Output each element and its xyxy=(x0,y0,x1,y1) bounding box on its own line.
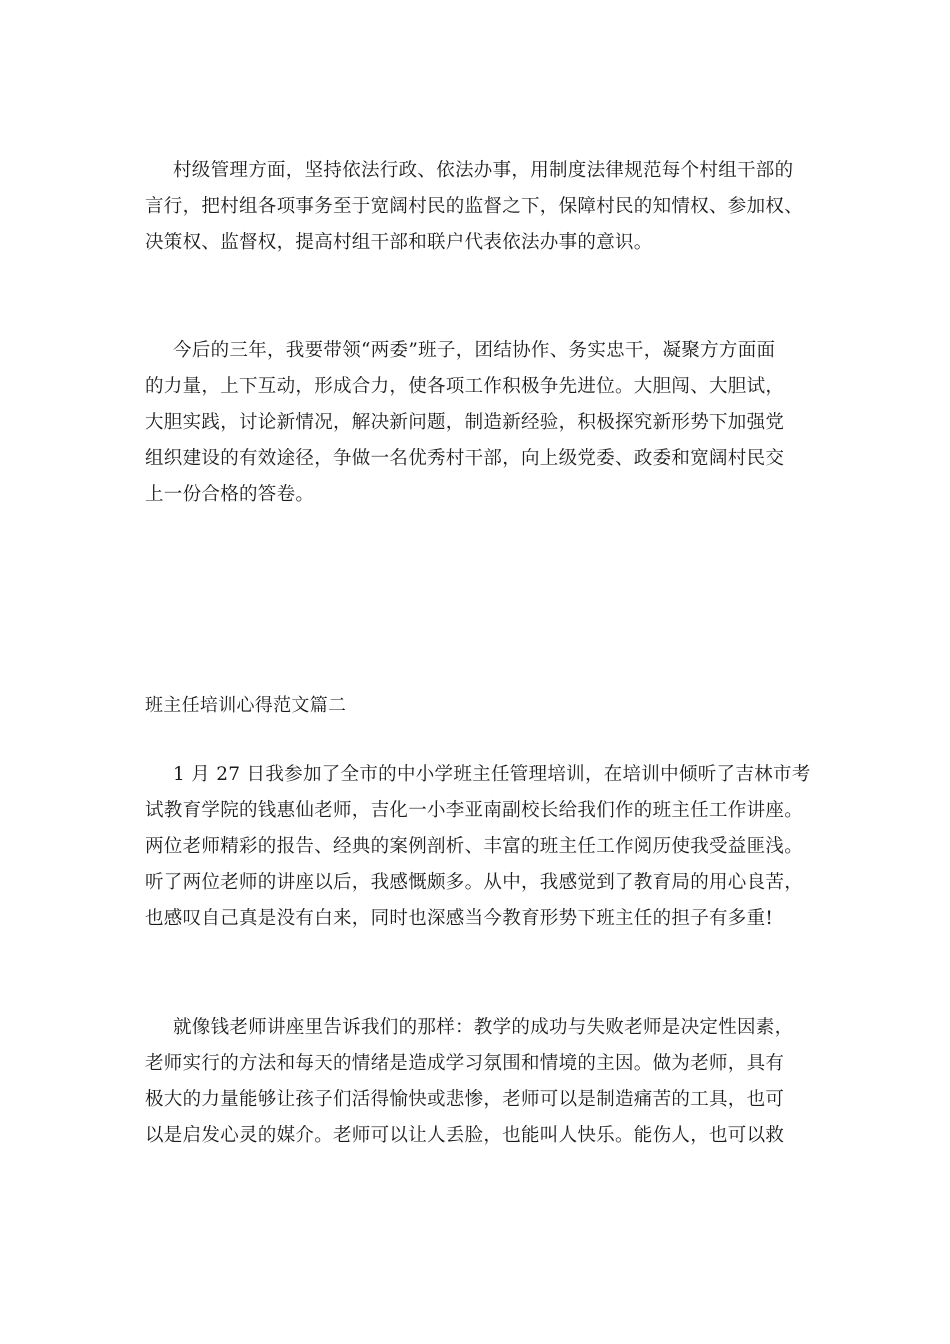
paragraph-line: 1 月 27 日我参加了全市的中小学班主任管理培训，在培训中倾听了吉林市考 xyxy=(173,764,811,785)
paragraph-line: 极大的力量能够让孩子们活得愉快或悲惨，老师可以是制造痛苦的工具，也可 xyxy=(145,1089,785,1110)
paragraph-village-management xyxy=(145,153,805,261)
paragraph-line: 上一份合格的答卷。 xyxy=(145,484,315,505)
paragraph-teacher-influence xyxy=(145,1010,805,1154)
paragraph-line: 两位老师精彩的报告、经典的案例剖析、丰富的班主任工作阅历使我受益匪浅。 xyxy=(145,836,804,857)
paragraph-next-three-years xyxy=(145,333,805,513)
paragraph-line: 的力量，上下互动，形成合力，使各项工作积极争先进位。大胆闯、大胆试， xyxy=(145,376,785,397)
paragraph-line: 以是启发心灵的媒介。老师可以让人丢脸，也能叫人快乐。能伤人，也可以救 xyxy=(145,1125,785,1146)
paragraph-line: 大胆实践，讨论新情况，解决新问题，制造新经验，积极探究新形势下加强党 xyxy=(145,412,785,433)
paragraph-line: 言行，把村组各项事务至于宽阔村民的监督之下，保障村民的知情权、参加权、 xyxy=(145,196,804,217)
paragraph-line: 今后的三年，我要带领“两委”班子，团结协作、务实忠干，凝聚方方面面 xyxy=(173,340,776,361)
paragraph-training-intro xyxy=(145,757,811,937)
paragraph-line: 村级管理方面，坚持依法行政、依法办事，用制度法律规范每个村组干部的 xyxy=(173,160,794,181)
paragraph-line: 听了两位老师的讲座以后，我感慨颇多。从中，我感觉到了教育局的用心良苦， xyxy=(145,872,804,893)
section-heading: 班主任培训心得范文篇二 xyxy=(145,695,347,716)
paragraph-line: 组织建设的有效途径，争做一名优秀村干部，向上级党委、政委和宽阔村民交 xyxy=(145,448,785,469)
paragraph-line: 就像钱老师讲座里告诉我们的那样：教学的成功与失败老师是决定性因素， xyxy=(173,1017,794,1038)
paragraph-line: 试教育学院的钱惠仙老师，吉化一小李亚南副校长给我们作的班主任工作讲座。 xyxy=(145,800,804,821)
paragraph-line: 也感叹自己真是没有白来，同时也深感当今教育形势下班主任的担子有多重! xyxy=(145,908,774,929)
paragraph-line: 决策权、监督权，提高村组干部和联户代表依法办事的意识。 xyxy=(145,232,653,253)
paragraph-line: 老师实行的方法和每天的情绪是造成学习氛围和情境的主因。做为老师，具有 xyxy=(145,1053,785,1074)
